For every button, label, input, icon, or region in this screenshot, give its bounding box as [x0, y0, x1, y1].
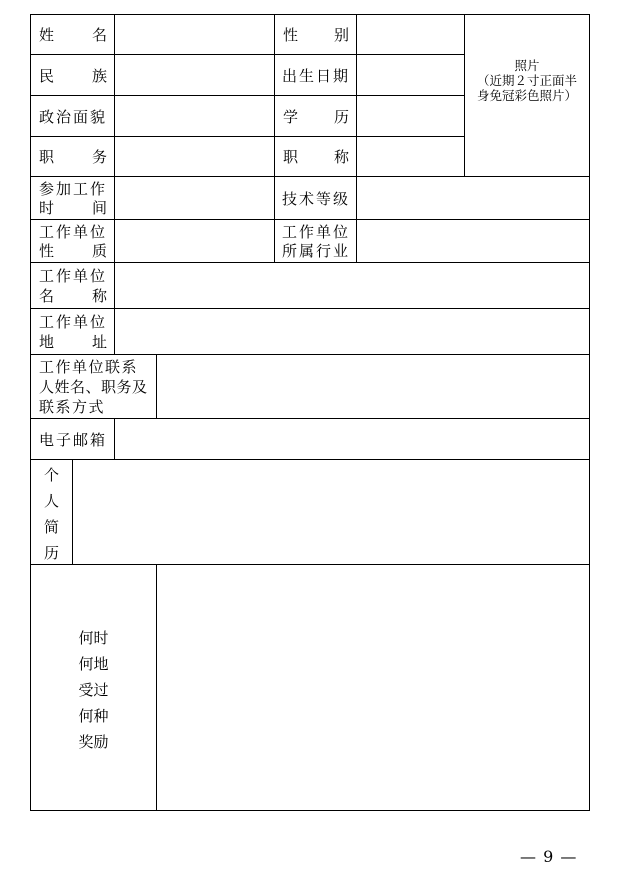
position-label-char-2: 务 [91, 148, 107, 166]
contact-label-cell [30, 354, 157, 419]
birthdate-label-cell [274, 54, 357, 96]
gender-label-char-1: 性 [283, 26, 299, 44]
ethnicity-label-cell [30, 54, 115, 96]
employer-address-label-char-1: 地 [39, 333, 55, 351]
awards-label-cell [30, 564, 157, 811]
political-label: 政治面貌 [39, 108, 108, 126]
birthdate-label: 出生日期 [282, 67, 351, 85]
awards-label-line-1: 何时 [78, 629, 109, 647]
work-start-label-cell [30, 176, 115, 220]
work-start-label-line-1: 参加工作 [39, 180, 108, 198]
title-label-char-2: 称 [333, 148, 349, 166]
political-label-cell [30, 95, 115, 137]
photo-text-line-1: 照片 [514, 58, 540, 73]
resume-label-cell [30, 459, 73, 565]
education-label-cell [274, 95, 357, 137]
employer-name-label-char-2: 称 [91, 287, 107, 305]
awards-label-line-5: 奖励 [78, 733, 109, 751]
contact-label-line-2: 人姓名、职务及 [39, 378, 148, 396]
employer-nature-label-cell [30, 219, 115, 263]
employer-name-label-char-1: 名 [39, 287, 55, 305]
employer-name-label-cell [30, 262, 115, 309]
email-field[interactable] [114, 418, 590, 460]
gender-label-cell [274, 14, 357, 55]
awards-field[interactable] [156, 564, 590, 811]
resume-label-char-2: 人 [43, 492, 59, 510]
photo-text-line-3: 身免冠彩色照片） [476, 88, 577, 103]
employer-industry-label-cell [274, 219, 357, 263]
employer-nature-label-char-2: 质 [91, 242, 107, 260]
email-label-cell [30, 418, 115, 460]
contact-label-line-3: 联系方式 [39, 398, 106, 416]
employer-industry-label-line-1: 工作单位 [282, 223, 351, 241]
resume-field[interactable] [72, 459, 590, 565]
contact-field[interactable] [156, 354, 590, 419]
title-field[interactable] [356, 136, 465, 177]
employer-industry-field[interactable] [356, 219, 590, 263]
gender-field[interactable] [356, 14, 465, 55]
ethnicity-label-char-2: 族 [91, 67, 107, 85]
employer-address-label-line-1: 工作单位 [39, 313, 108, 331]
name-label-char-2: 名 [91, 26, 107, 44]
name-label-cell [30, 14, 115, 55]
contact-label-line-1: 工作单位联系 [39, 358, 139, 376]
education-label-char-2: 历 [333, 108, 349, 126]
name-label-char-1: 姓 [39, 26, 55, 44]
ethnicity-field[interactable] [114, 54, 275, 96]
tech-level-label: 技术等级 [282, 190, 351, 208]
education-label-char-1: 学 [283, 108, 299, 126]
tech-level-label-cell [274, 176, 357, 220]
position-label-char-1: 职 [39, 148, 55, 166]
work-start-label-char-2: 间 [91, 199, 107, 217]
employer-name-field[interactable] [114, 262, 590, 309]
employer-name-label-line-1: 工作单位 [39, 267, 108, 285]
position-label-cell [30, 136, 115, 177]
birthdate-field[interactable] [356, 54, 465, 96]
work-start-field[interactable] [114, 176, 275, 220]
employer-nature-label-char-1: 性 [39, 242, 55, 260]
title-label-char-1: 职 [283, 148, 299, 166]
employer-address-field[interactable] [114, 308, 590, 355]
work-start-label-char-1: 时 [39, 199, 55, 217]
resume-label-char-3: 简 [43, 518, 59, 536]
name-field[interactable] [114, 14, 275, 55]
employer-address-label-cell [30, 308, 115, 355]
awards-label-line-2: 何地 [78, 655, 109, 673]
education-field[interactable] [356, 95, 465, 137]
gender-label-char-2: 别 [333, 26, 349, 44]
resume-label-char-4: 历 [43, 544, 59, 562]
position-field[interactable] [114, 136, 275, 177]
awards-label-line-4: 何种 [78, 707, 109, 725]
employer-nature-label-line-1: 工作单位 [39, 223, 108, 241]
ethnicity-label-char-1: 民 [39, 67, 55, 85]
photo-text-line-2: （近期２寸正面半 [476, 73, 577, 88]
employer-address-label-char-2: 址 [91, 333, 107, 351]
employer-industry-label-line-2: 所属行业 [282, 242, 351, 260]
employer-nature-field[interactable] [114, 219, 275, 263]
tech-level-field[interactable] [356, 176, 590, 220]
political-field[interactable] [114, 95, 275, 137]
awards-label-line-3: 受过 [78, 681, 109, 699]
title-label-cell [274, 136, 357, 177]
email-label: 电子邮箱 [39, 431, 108, 449]
page-number: — 9 — [520, 847, 578, 866]
resume-label-char-1: 个 [43, 466, 59, 484]
photo-box[interactable] [464, 14, 590, 177]
